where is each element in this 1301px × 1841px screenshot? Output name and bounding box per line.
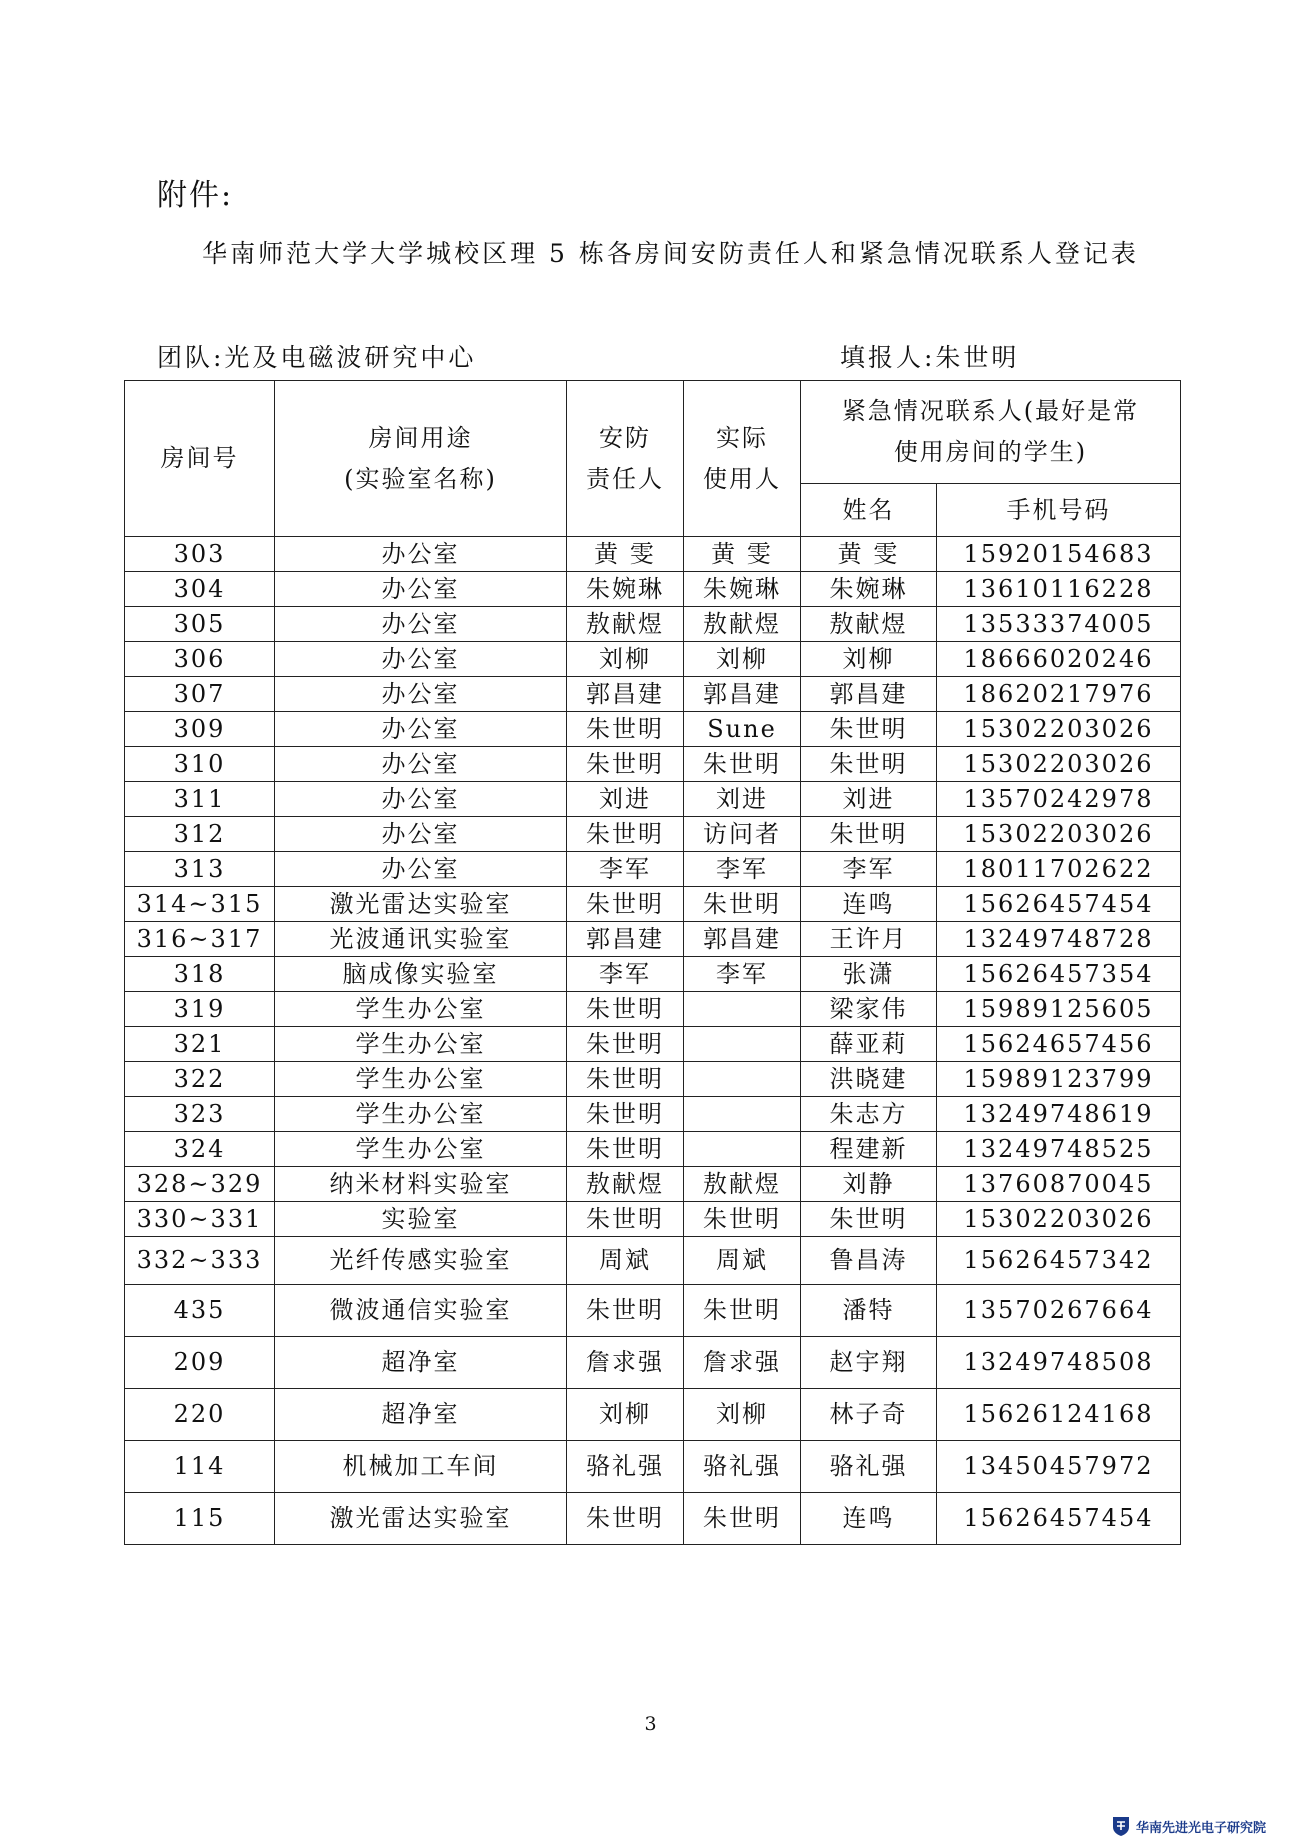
cell-security: 骆礼强 xyxy=(567,1441,684,1493)
cell-name: 鲁昌涛 xyxy=(801,1237,937,1285)
cell-security: 周斌 xyxy=(567,1237,684,1285)
cell-phone: 13249748728 xyxy=(937,922,1181,957)
cell-room: 311 xyxy=(125,782,275,817)
cell-actual: 刘柳 xyxy=(684,642,801,677)
cell-room: 306 xyxy=(125,642,275,677)
cell-room: 323 xyxy=(125,1097,275,1132)
cell-security: 朱世明 xyxy=(567,712,684,747)
cell-security: 郭昌建 xyxy=(567,677,684,712)
cell-name: 薛亚莉 xyxy=(801,1027,937,1062)
cell-usage: 脑成像实验室 xyxy=(275,957,567,992)
cell-security: 朱婉琳 xyxy=(567,572,684,607)
cell-name: 连鸣 xyxy=(801,887,937,922)
seal-icon xyxy=(1110,1815,1132,1837)
cell-name: 郭昌建 xyxy=(801,677,937,712)
cell-phone: 15989123799 xyxy=(937,1062,1181,1097)
cell-phone: 13249748525 xyxy=(937,1132,1181,1167)
cell-phone: 15626457342 xyxy=(937,1237,1181,1285)
cell-phone: 13450457972 xyxy=(937,1441,1181,1493)
cell-usage: 办公室 xyxy=(275,712,567,747)
cell-actual: Sune xyxy=(684,712,801,747)
cell-usage: 光纤传感实验室 xyxy=(275,1237,567,1285)
cell-security: 朱世明 xyxy=(567,1097,684,1132)
cell-security: 朱世明 xyxy=(567,1132,684,1167)
cell-security: 朱世明 xyxy=(567,1493,684,1545)
cell-phone: 15302203026 xyxy=(937,1202,1181,1237)
cell-room: 307 xyxy=(125,677,275,712)
cell-phone: 15302203026 xyxy=(937,817,1181,852)
cell-usage: 微波通信实验室 xyxy=(275,1285,567,1337)
cell-actual: 周斌 xyxy=(684,1237,801,1285)
cell-room: 220 xyxy=(125,1389,275,1441)
cell-phone: 15920154683 xyxy=(937,537,1181,572)
cell-security: 詹求强 xyxy=(567,1337,684,1389)
cell-actual: 刘进 xyxy=(684,782,801,817)
cell-room: 332~333 xyxy=(125,1237,275,1285)
footer-logo xyxy=(1110,1815,1266,1837)
cell-name: 连鸣 xyxy=(801,1493,937,1545)
cell-usage: 办公室 xyxy=(275,782,567,817)
cell-usage: 学生办公室 xyxy=(275,1062,567,1097)
cell-name: 朱世明 xyxy=(801,712,937,747)
cell-phone: 15626124168 xyxy=(937,1389,1181,1441)
cell-room: 316~317 xyxy=(125,922,275,957)
cell-room: 305 xyxy=(125,607,275,642)
reporter-line: 填报人:朱世明 xyxy=(840,343,1020,372)
cell-usage: 学生办公室 xyxy=(275,1132,567,1167)
cell-room: 318 xyxy=(125,957,275,992)
cell-phone: 18666020246 xyxy=(937,642,1181,677)
cell-usage: 超净室 xyxy=(275,1337,567,1389)
cell-actual xyxy=(684,1062,801,1097)
header-security-officer: 安防 责任人 xyxy=(567,381,684,537)
cell-usage: 办公室 xyxy=(275,607,567,642)
registration-table xyxy=(124,380,1181,1545)
attachment-label: 附件: xyxy=(157,178,234,213)
cell-usage: 光波通讯实验室 xyxy=(275,922,567,957)
cell-phone: 18620217976 xyxy=(937,677,1181,712)
cell-security: 朱世明 xyxy=(567,817,684,852)
cell-name: 梁家伟 xyxy=(801,992,937,1027)
cell-actual: 朱世明 xyxy=(684,887,801,922)
cell-phone: 18011702622 xyxy=(937,852,1181,887)
cell-actual: 朱世明 xyxy=(684,747,801,782)
cell-name: 赵宇翔 xyxy=(801,1337,937,1389)
cell-usage: 纳米材料实验室 xyxy=(275,1167,567,1202)
cell-usage: 机械加工车间 xyxy=(275,1441,567,1493)
cell-usage: 办公室 xyxy=(275,852,567,887)
cell-actual: 郭昌建 xyxy=(684,922,801,957)
cell-name: 林子奇 xyxy=(801,1389,937,1441)
cell-phone: 13760870045 xyxy=(937,1167,1181,1202)
cell-security: 刘柳 xyxy=(567,1389,684,1441)
cell-name: 刘进 xyxy=(801,782,937,817)
cell-room: 435 xyxy=(125,1285,275,1337)
cell-actual: 朱世明 xyxy=(684,1202,801,1237)
table-body xyxy=(125,537,1181,1545)
cell-phone: 15626457354 xyxy=(937,957,1181,992)
cell-name: 朱世明 xyxy=(801,1202,937,1237)
cell-security: 郭昌建 xyxy=(567,922,684,957)
cell-phone: 13249748619 xyxy=(937,1097,1181,1132)
cell-usage: 学生办公室 xyxy=(275,1097,567,1132)
cell-usage: 办公室 xyxy=(275,642,567,677)
cell-room: 328~329 xyxy=(125,1167,275,1202)
cell-actual: 刘柳 xyxy=(684,1389,801,1441)
cell-usage: 实验室 xyxy=(275,1202,567,1237)
cell-actual: 李军 xyxy=(684,852,801,887)
cell-actual xyxy=(684,1097,801,1132)
cell-name: 朱婉琳 xyxy=(801,572,937,607)
document-title: 华南师范大学大学城校区理 5 栋各房间安防责任人和紧急情况联系人登记表 xyxy=(202,239,1139,268)
cell-room: 209 xyxy=(125,1337,275,1389)
cell-name: 王许月 xyxy=(801,922,937,957)
cell-room: 324 xyxy=(125,1132,275,1167)
cell-actual: 敖献煜 xyxy=(684,607,801,642)
cell-actual: 敖献煜 xyxy=(684,1167,801,1202)
cell-security: 黄 雯 xyxy=(567,537,684,572)
header-actual-user: 实际 使用人 xyxy=(684,381,801,537)
header-emergency-contact: 紧急情况联系人(最好是常 使用房间的学生) xyxy=(801,381,1181,484)
cell-name: 黄 雯 xyxy=(801,537,937,572)
cell-security: 朱世明 xyxy=(567,1202,684,1237)
cell-actual: 朱世明 xyxy=(684,1493,801,1545)
cell-phone: 13533374005 xyxy=(937,607,1181,642)
cell-security: 朱世明 xyxy=(567,1285,684,1337)
cell-actual: 访问者 xyxy=(684,817,801,852)
cell-room: 319 xyxy=(125,992,275,1027)
cell-phone: 15302203026 xyxy=(937,712,1181,747)
cell-actual: 黄 雯 xyxy=(684,537,801,572)
cell-name: 朱志方 xyxy=(801,1097,937,1132)
cell-room: 313 xyxy=(125,852,275,887)
team-line: 团队:光及电磁波研究中心 xyxy=(157,343,477,372)
cell-usage: 激光雷达实验室 xyxy=(275,887,567,922)
cell-actual: 骆礼强 xyxy=(684,1441,801,1493)
cell-name: 朱世明 xyxy=(801,747,937,782)
cell-security: 朱世明 xyxy=(567,747,684,782)
cell-security: 敖献煜 xyxy=(567,1167,684,1202)
cell-room: 304 xyxy=(125,572,275,607)
cell-security: 朱世明 xyxy=(567,1027,684,1062)
cell-actual: 朱世明 xyxy=(684,1285,801,1337)
cell-usage: 学生办公室 xyxy=(275,1027,567,1062)
cell-security: 朱世明 xyxy=(567,992,684,1027)
cell-room: 321 xyxy=(125,1027,275,1062)
cell-usage: 办公室 xyxy=(275,747,567,782)
cell-name: 李军 xyxy=(801,852,937,887)
cell-security: 李军 xyxy=(567,852,684,887)
cell-name: 程建新 xyxy=(801,1132,937,1167)
cell-actual: 朱婉琳 xyxy=(684,572,801,607)
cell-phone: 13249748508 xyxy=(937,1337,1181,1389)
cell-room: 309 xyxy=(125,712,275,747)
cell-room: 115 xyxy=(125,1493,275,1545)
cell-actual xyxy=(684,1132,801,1167)
header-name: 姓名 xyxy=(801,484,937,537)
cell-usage: 办公室 xyxy=(275,572,567,607)
cell-phone: 15302203026 xyxy=(937,747,1181,782)
cell-name: 洪晓建 xyxy=(801,1062,937,1097)
cell-room: 312 xyxy=(125,817,275,852)
cell-security: 敖献煜 xyxy=(567,607,684,642)
cell-name: 刘柳 xyxy=(801,642,937,677)
cell-room: 114 xyxy=(125,1441,275,1493)
cell-phone: 15624657456 xyxy=(937,1027,1181,1062)
cell-room: 303 xyxy=(125,537,275,572)
cell-actual: 郭昌建 xyxy=(684,677,801,712)
cell-usage: 办公室 xyxy=(275,817,567,852)
cell-phone: 13570267664 xyxy=(937,1285,1181,1337)
cell-room: 310 xyxy=(125,747,275,782)
header-usage: 房间用途 (实验室名称) xyxy=(275,381,567,537)
cell-name: 刘静 xyxy=(801,1167,937,1202)
page-number: 3 xyxy=(644,1713,657,1735)
cell-phone: 13570242978 xyxy=(937,782,1181,817)
cell-usage: 激光雷达实验室 xyxy=(275,1493,567,1545)
cell-usage: 办公室 xyxy=(275,677,567,712)
cell-name: 骆礼强 xyxy=(801,1441,937,1493)
cell-name: 张潇 xyxy=(801,957,937,992)
cell-actual: 詹求强 xyxy=(684,1337,801,1389)
cell-room: 314~315 xyxy=(125,887,275,922)
cell-security: 刘柳 xyxy=(567,642,684,677)
cell-name: 敖献煜 xyxy=(801,607,937,642)
cell-usage: 办公室 xyxy=(275,537,567,572)
cell-phone: 13610116228 xyxy=(937,572,1181,607)
cell-actual xyxy=(684,1027,801,1062)
cell-security: 朱世明 xyxy=(567,887,684,922)
cell-name: 潘特 xyxy=(801,1285,937,1337)
header-room: 房间号 xyxy=(125,381,275,537)
cell-phone: 15989125605 xyxy=(937,992,1181,1027)
cell-room: 330~331 xyxy=(125,1202,275,1237)
cell-actual xyxy=(684,992,801,1027)
cell-phone: 15626457454 xyxy=(937,887,1181,922)
cell-security: 刘进 xyxy=(567,782,684,817)
cell-usage: 超净室 xyxy=(275,1389,567,1441)
cell-phone: 15626457454 xyxy=(937,1493,1181,1545)
cell-name: 朱世明 xyxy=(801,817,937,852)
footer-org-name: 华南先进光电子研究院 xyxy=(1136,1820,1267,1836)
cell-security: 朱世明 xyxy=(567,1062,684,1097)
cell-room: 322 xyxy=(125,1062,275,1097)
cell-usage: 学生办公室 xyxy=(275,992,567,1027)
cell-actual: 李军 xyxy=(684,957,801,992)
cell-security: 李军 xyxy=(567,957,684,992)
header-phone: 手机号码 xyxy=(937,484,1181,537)
